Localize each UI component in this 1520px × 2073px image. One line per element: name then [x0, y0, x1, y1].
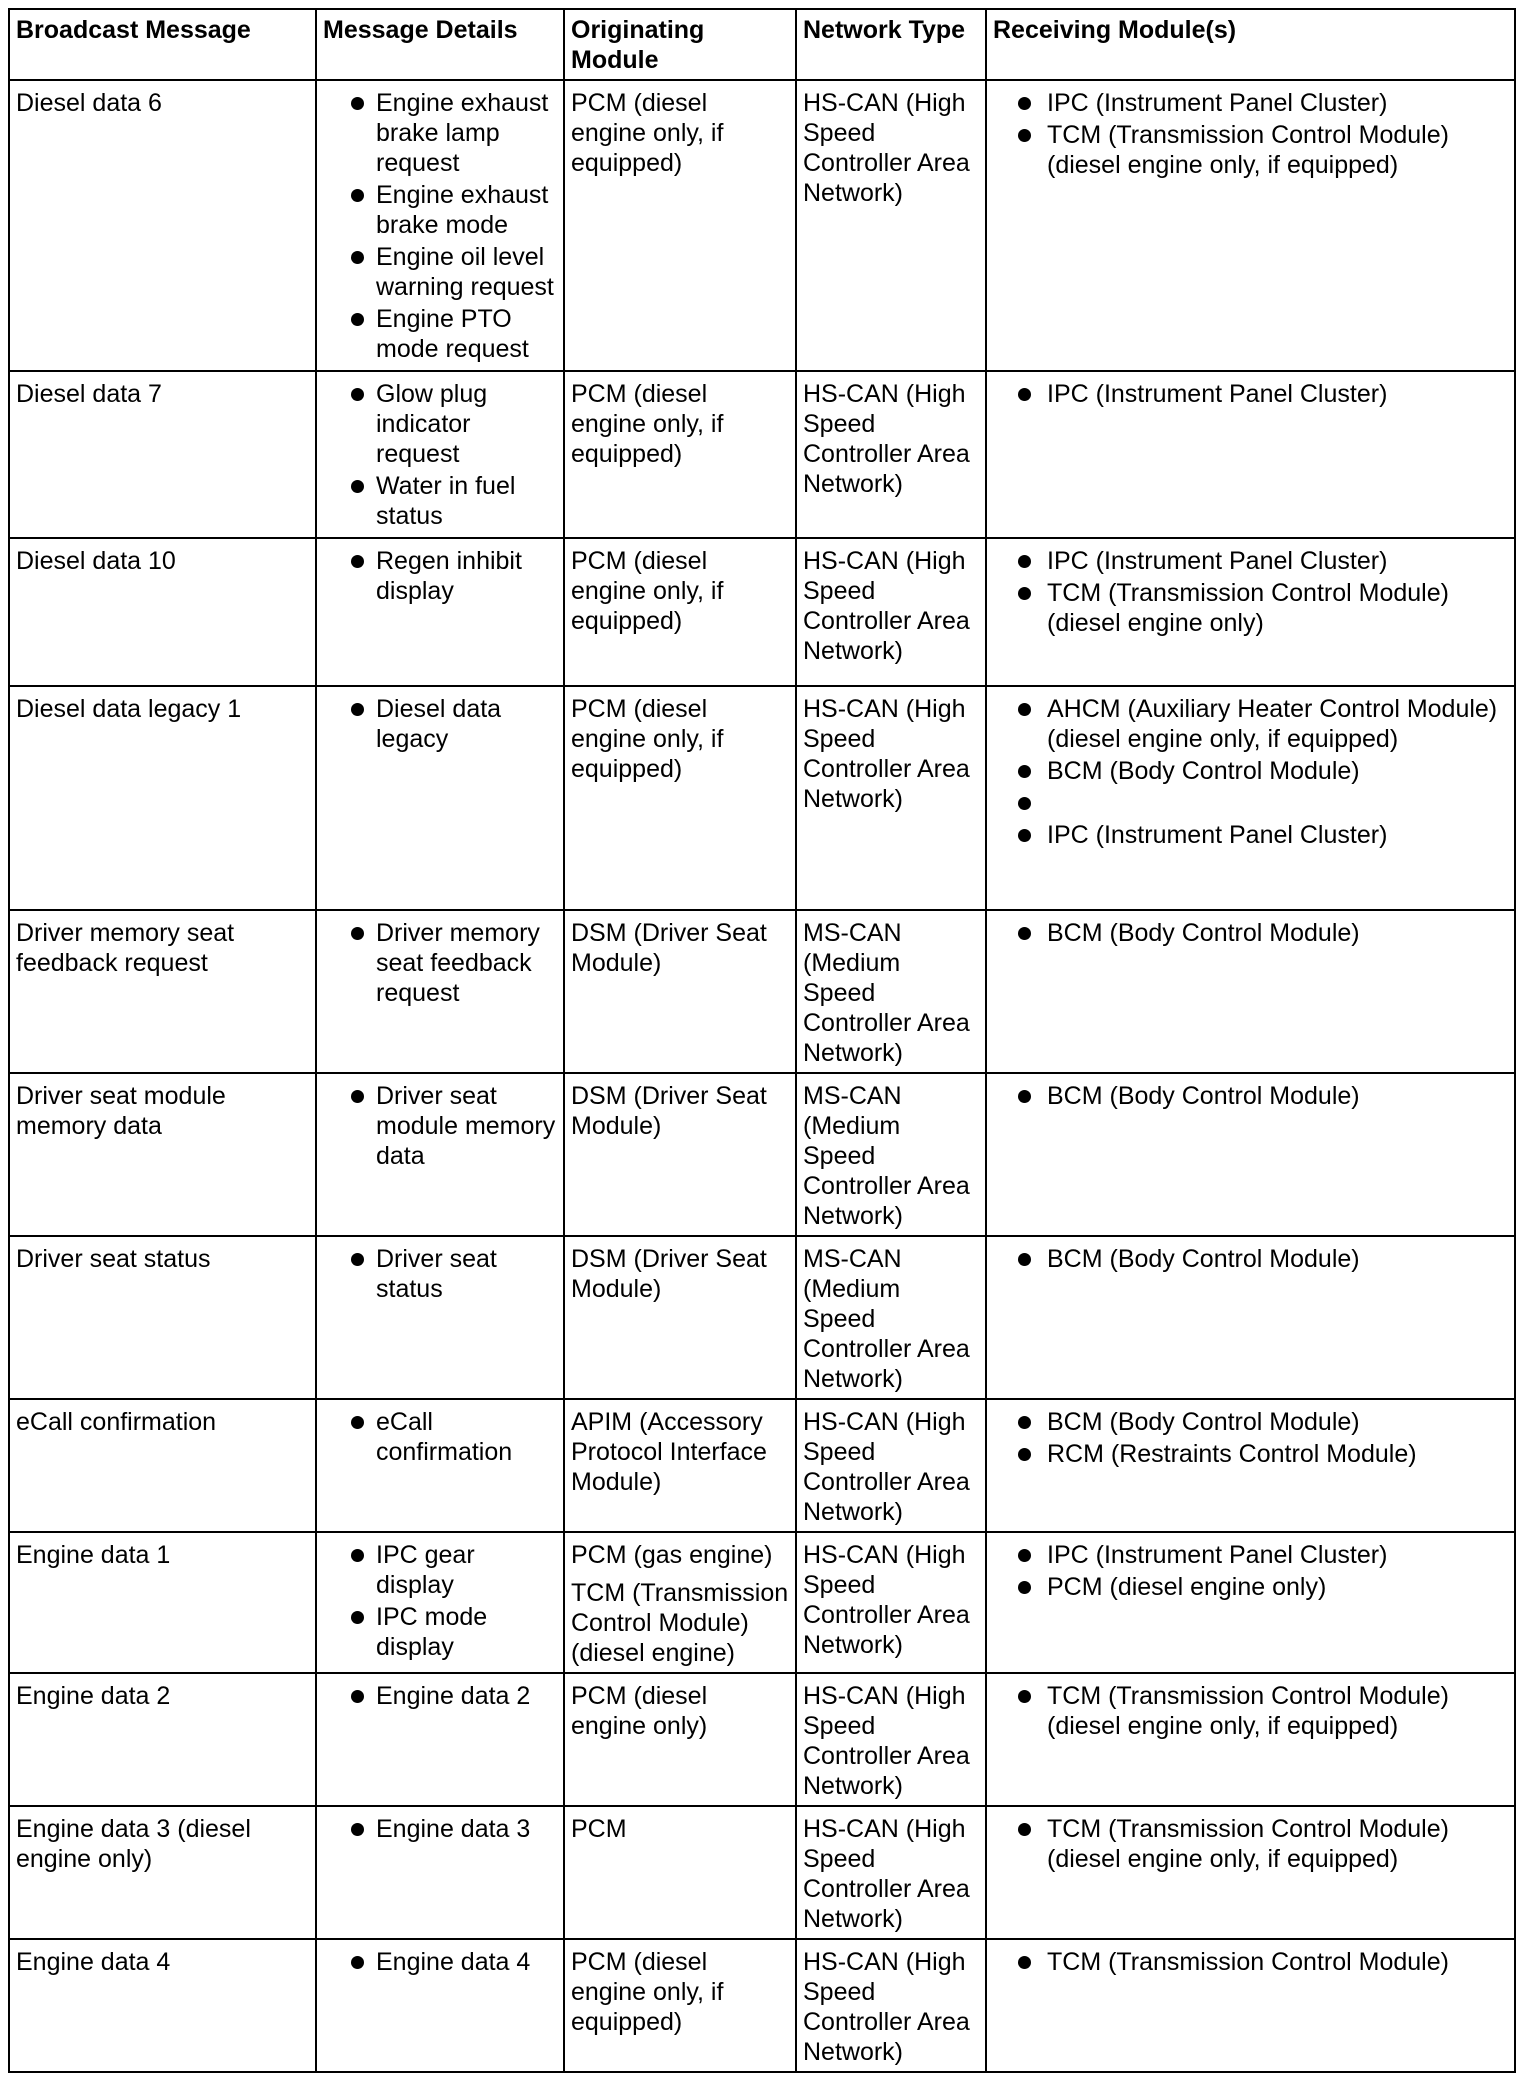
- table-row: [9, 686, 1515, 910]
- receiving-module-item: TCM (Transmission Control Module) (diesel engine only, if equipped): [993, 1681, 1508, 1741]
- receiving-modules-list: [993, 1081, 1508, 1111]
- receiving-modules-cell: [986, 1806, 1515, 1939]
- table-row: [9, 910, 1515, 1073]
- detail-item: Engine data 2: [323, 1681, 557, 1711]
- receiving-module-item: TCM (Transmission Control Module) (diesel engine only): [993, 578, 1508, 638]
- message-details-list: [323, 1814, 557, 1844]
- network-type-cell: HS-CAN (High Speed Controller Area Network): [796, 371, 986, 538]
- detail-item: Engine oil level warning request: [323, 242, 557, 302]
- header-row: [9, 9, 1515, 80]
- message-details-list: [323, 918, 557, 1008]
- col-header-message-details: Message Details: [316, 9, 564, 80]
- table-row: [9, 1806, 1515, 1939]
- receiving-modules-list: [993, 1814, 1508, 1874]
- receiving-module-item: BCM (Body Control Module): [993, 1407, 1508, 1437]
- receiving-modules-cell: [986, 1399, 1515, 1532]
- originating-module-text: PCM: [571, 1815, 627, 1843]
- originating-module-cell: [564, 1939, 796, 2072]
- message-details-list: [323, 379, 557, 531]
- receiving-modules-list: [993, 1540, 1508, 1602]
- receiving-modules-cell: [986, 371, 1515, 538]
- message-details-cell: [316, 686, 564, 910]
- receiving-modules-list: [993, 88, 1508, 180]
- receiving-modules-list: [993, 1244, 1508, 1274]
- originating-module-text: TCM (Transmission Control Module) (diesel engine): [571, 1579, 789, 1667]
- detail-item: eCall confirmation: [323, 1407, 557, 1467]
- network-type-cell: HS-CAN (High Speed Controller Area Network): [796, 1806, 986, 1939]
- message-details-cell: [316, 1532, 564, 1673]
- col-header-originating-module: Originating Module: [564, 9, 796, 80]
- detail-item: Regen inhibit display: [323, 546, 557, 606]
- originating-module-cell: [564, 1532, 796, 1673]
- broadcast-message-cell: Driver seat status: [9, 1236, 316, 1399]
- receiving-module-item: AHCM (Auxiliary Heater Control Module) (diesel engine only, if equipped): [993, 694, 1508, 754]
- message-details-list: [323, 1244, 557, 1304]
- table-row: [9, 538, 1515, 686]
- receiving-modules-list: [993, 1947, 1508, 1977]
- receiving-modules-list: [993, 694, 1508, 850]
- network-type-cell: MS-CAN (Medium Speed Controller Area Network): [796, 1236, 986, 1399]
- originating-module-cell: [564, 686, 796, 910]
- network-type-cell: MS-CAN (Medium Speed Controller Area Network): [796, 910, 986, 1073]
- receiving-module-item: IPC (Instrument Panel Cluster): [993, 820, 1508, 850]
- receiving-module-item: TCM (Transmission Control Module): [993, 1947, 1508, 1977]
- broadcast-message-cell: Engine data 2: [9, 1673, 316, 1806]
- originating-module-cell: [564, 1399, 796, 1532]
- receiving-module-item: IPC (Instrument Panel Cluster): [993, 379, 1508, 409]
- message-details-list: [323, 1081, 557, 1171]
- receiving-module-item: TCM (Transmission Control Module) (diesel engine only, if equipped): [993, 1814, 1508, 1874]
- table-row: [9, 1532, 1515, 1673]
- message-details-cell: [316, 1939, 564, 2072]
- originating-module-text: PCM (diesel engine only, if equipped): [571, 1948, 724, 2036]
- message-details-list: [323, 694, 557, 754]
- message-details-cell: [316, 371, 564, 538]
- detail-item: IPC gear display: [323, 1540, 557, 1600]
- detail-item: IPC mode display: [323, 1602, 557, 1662]
- receiving-module-item: BCM (Body Control Module): [993, 1081, 1508, 1111]
- message-details-cell: [316, 1673, 564, 1806]
- detail-item: Water in fuel status: [323, 471, 557, 531]
- originating-module-cell: [564, 910, 796, 1073]
- receiving-module-item: BCM (Body Control Module): [993, 1244, 1508, 1274]
- table-row: [9, 1939, 1515, 2072]
- originating-module-text: PCM (diesel engine only, if equipped): [571, 380, 724, 468]
- receiving-modules-list: [993, 546, 1508, 638]
- col-header-receiving-modules: Receiving Module(s): [986, 9, 1515, 80]
- network-type-cell: HS-CAN (High Speed Controller Area Network): [796, 1399, 986, 1532]
- receiving-module-item: RCM (Restraints Control Module): [993, 1439, 1508, 1469]
- network-type-cell: HS-CAN (High Speed Controller Area Network): [796, 1673, 986, 1806]
- message-details-list: [323, 546, 557, 606]
- originating-module-cell: [564, 1806, 796, 1939]
- message-details-list: [323, 1681, 557, 1711]
- receiving-modules-cell: [986, 1073, 1515, 1236]
- originating-module-text: DSM (Driver Seat Module): [571, 1082, 767, 1140]
- detail-item: Engine exhaust brake mode: [323, 180, 557, 240]
- receiving-module-item: TCM (Transmission Control Module) (diesel engine only, if equipped): [993, 120, 1508, 180]
- receiving-modules-cell: [986, 1673, 1515, 1806]
- col-header-broadcast-message: Broadcast Message: [9, 9, 316, 80]
- receiving-modules-list: [993, 1681, 1508, 1741]
- network-type-cell: HS-CAN (High Speed Controller Area Network): [796, 1532, 986, 1673]
- table-row: [9, 1236, 1515, 1399]
- network-type-cell: HS-CAN (High Speed Controller Area Network): [796, 686, 986, 910]
- message-details-list: [323, 88, 557, 364]
- receiving-modules-cell: [986, 686, 1515, 910]
- message-details-cell: [316, 1806, 564, 1939]
- receiving-module-item: PCM (diesel engine only): [993, 1572, 1508, 1602]
- broadcast-message-cell: Diesel data 7: [9, 371, 316, 538]
- originating-module-text: PCM (diesel engine only, if equipped): [571, 547, 724, 635]
- detail-item: Driver memory seat feedback request: [323, 918, 557, 1008]
- originating-module-text: DSM (Driver Seat Module): [571, 1245, 767, 1303]
- originating-module-text: PCM (diesel engine only, if equipped): [571, 89, 724, 177]
- receiving-modules-list: [993, 1407, 1508, 1469]
- receiving-modules-list: [993, 918, 1508, 948]
- receiving-modules-cell: [986, 1236, 1515, 1399]
- detail-item: Driver seat status: [323, 1244, 557, 1304]
- detail-item: Engine exhaust brake lamp request: [323, 88, 557, 178]
- broadcast-message-cell: Diesel data 6: [9, 80, 316, 371]
- originating-module-cell: [564, 80, 796, 371]
- message-details-cell: [316, 538, 564, 686]
- originating-module-cell: [564, 1673, 796, 1806]
- table-row: [9, 1673, 1515, 1806]
- broadcast-message-cell: Engine data 3 (diesel engine only): [9, 1806, 316, 1939]
- originating-module-text: PCM (gas engine): [571, 1541, 773, 1569]
- table-row: [9, 371, 1515, 538]
- receiving-module-item: IPC (Instrument Panel Cluster): [993, 88, 1508, 118]
- broadcast-message-cell: Engine data 1: [9, 1532, 316, 1673]
- originating-module-cell: [564, 1236, 796, 1399]
- originating-module-text: PCM (diesel engine only, if equipped): [571, 695, 724, 783]
- detail-item: Engine data 4: [323, 1947, 557, 1977]
- broadcast-message-table: [8, 8, 1516, 2073]
- message-details-cell: [316, 1236, 564, 1399]
- message-details-cell: [316, 80, 564, 371]
- originating-module-cell: [564, 371, 796, 538]
- detail-item: Engine PTO mode request: [323, 304, 557, 364]
- originating-module-text: APIM (Accessory Protocol Interface Module): [571, 1408, 767, 1496]
- message-details-list: [323, 1407, 557, 1467]
- originating-module-text: DSM (Driver Seat Module): [571, 919, 767, 977]
- col-header-network-type: Network Type: [796, 9, 986, 80]
- broadcast-message-cell: Engine data 4: [9, 1939, 316, 2072]
- network-type-cell: HS-CAN (High Speed Controller Area Network): [796, 1939, 986, 2072]
- broadcast-message-cell: Diesel data 10: [9, 538, 316, 686]
- table-row: [9, 1073, 1515, 1236]
- detail-item: Driver seat module memory data: [323, 1081, 557, 1171]
- table-body: [9, 80, 1515, 2072]
- detail-item: Engine data 3: [323, 1814, 557, 1844]
- broadcast-message-cell: eCall confirmation: [9, 1399, 316, 1532]
- receiving-modules-cell: [986, 1939, 1515, 2072]
- broadcast-message-cell: Diesel data legacy 1: [9, 686, 316, 910]
- receiving-module-item: BCM (Body Control Module): [993, 756, 1508, 786]
- receiving-module-item: [993, 788, 1508, 818]
- receiving-module-item: BCM (Body Control Module): [993, 918, 1508, 948]
- detail-item: Glow plug indicator request: [323, 379, 557, 469]
- table-row: [9, 80, 1515, 371]
- network-type-cell: HS-CAN (High Speed Controller Area Network): [796, 538, 986, 686]
- network-type-cell: MS-CAN (Medium Speed Controller Area Network): [796, 1073, 986, 1236]
- detail-item: Diesel data legacy: [323, 694, 557, 754]
- receiving-modules-list: [993, 379, 1508, 409]
- receiving-modules-cell: [986, 538, 1515, 686]
- receiving-modules-cell: [986, 910, 1515, 1073]
- broadcast-message-cell: Driver seat module memory data: [9, 1073, 316, 1236]
- originating-module-cell: [564, 538, 796, 686]
- originating-module-cell: [564, 1073, 796, 1236]
- message-details-cell: [316, 910, 564, 1073]
- originating-module-text: PCM (diesel engine only): [571, 1682, 708, 1740]
- receiving-modules-cell: [986, 80, 1515, 371]
- message-details-list: [323, 1947, 557, 1977]
- message-details-cell: [316, 1399, 564, 1532]
- receiving-module-item: IPC (Instrument Panel Cluster): [993, 1540, 1508, 1570]
- table-row: [9, 1399, 1515, 1532]
- message-details-cell: [316, 1073, 564, 1236]
- broadcast-message-cell: Driver memory seat feedback request: [9, 910, 316, 1073]
- message-details-list: [323, 1540, 557, 1662]
- network-type-cell: HS-CAN (High Speed Controller Area Network): [796, 80, 986, 371]
- receiving-modules-cell: [986, 1532, 1515, 1673]
- receiving-module-item: IPC (Instrument Panel Cluster): [993, 546, 1508, 576]
